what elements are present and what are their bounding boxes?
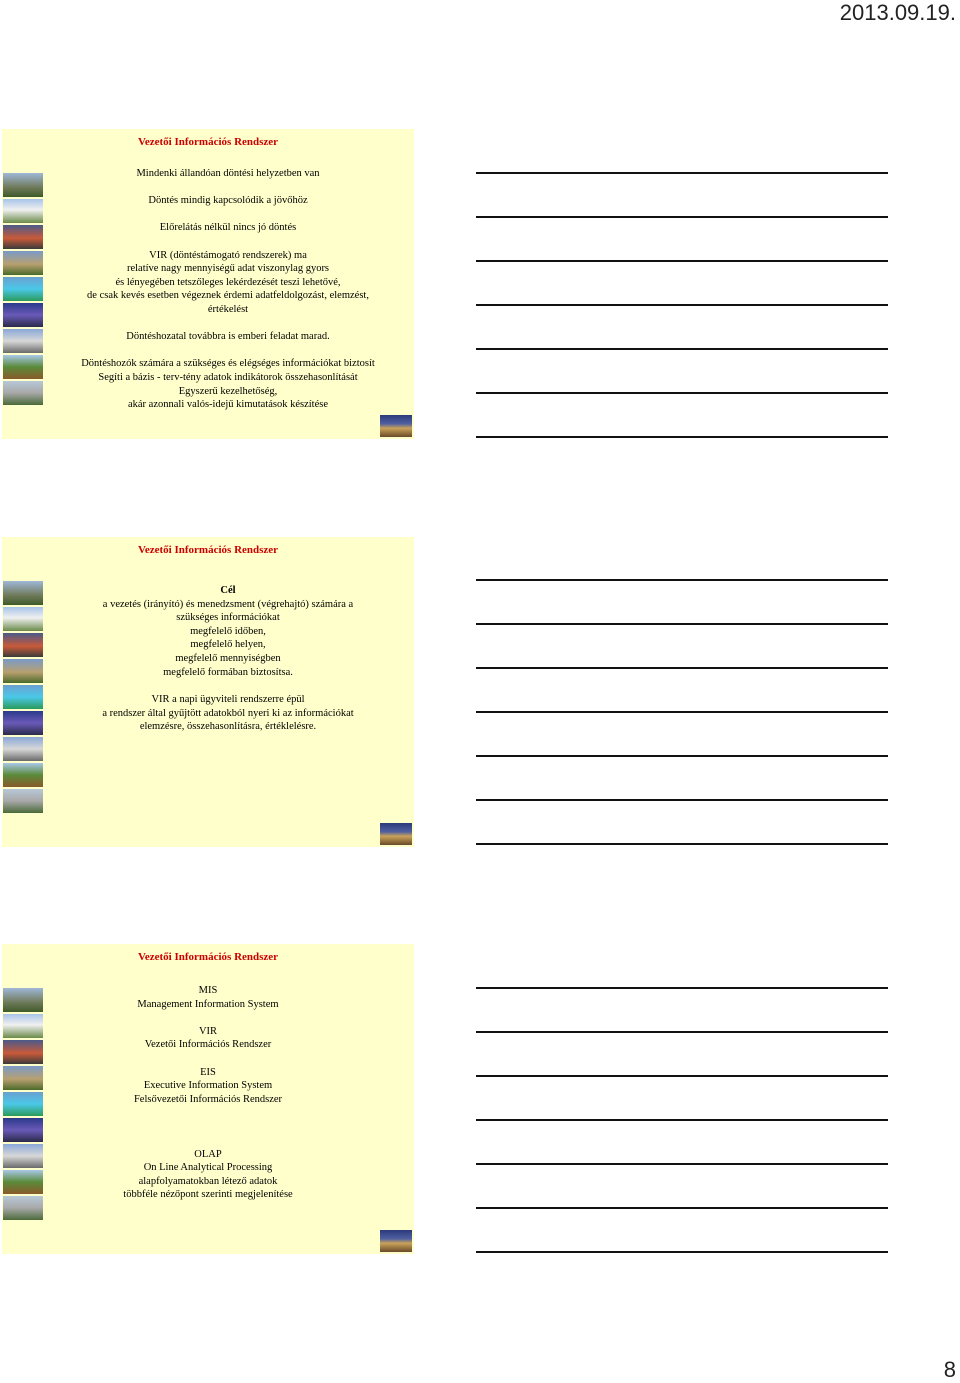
parliament-photo bbox=[380, 1230, 412, 1252]
building-photo bbox=[3, 381, 43, 405]
text-line: a vezetés (irányító) és menedzsment (végrehajtó) számára a bbox=[102, 598, 354, 610]
building-photo bbox=[3, 581, 43, 605]
text-line: Döntés mindig kapcsolódik a jövőhöz bbox=[148, 195, 308, 207]
text-line: szükséges információkat bbox=[176, 612, 280, 624]
text-line: Vezetői Információs Rendszer bbox=[144, 1039, 272, 1051]
note-line bbox=[476, 843, 888, 845]
text-line: On Line Analytical Processing bbox=[143, 1162, 273, 1174]
note-line bbox=[476, 1207, 888, 1209]
note-line bbox=[476, 987, 888, 989]
text-line: Mindenki állandóan döntési helyzetben van bbox=[136, 168, 320, 179]
text-line: akár azonnali valós-idejű kimutatások készítése bbox=[127, 399, 328, 411]
note-line bbox=[476, 1251, 888, 1253]
note-line bbox=[476, 755, 888, 757]
slide-body bbox=[46, 167, 410, 425]
slide-1 bbox=[2, 129, 414, 439]
text-line: VIR a napi ügyviteli rendszerre épül bbox=[151, 694, 305, 706]
building-photo bbox=[3, 225, 43, 249]
text-line: Döntéshozók számára a szükséges és elégséges információkat biztosít bbox=[81, 358, 375, 370]
slide-title: Vezetői Információs Rendszer bbox=[137, 136, 279, 148]
text-line: MIS bbox=[198, 985, 218, 996]
text-line: Cél bbox=[220, 585, 236, 596]
note-line bbox=[476, 392, 888, 394]
slide-title: Vezetői Információs Rendszer bbox=[137, 951, 279, 963]
text-line: és lényegében tetszőleges lekérdezését teszi lehetővé, bbox=[115, 276, 341, 288]
text-line: VIR bbox=[198, 1025, 218, 1037]
parliament-photo bbox=[380, 823, 412, 845]
text-line: Segíti a bázis - terv-tény adatok indikátorok összehasonlítását bbox=[98, 371, 358, 383]
building-photo bbox=[3, 659, 43, 683]
building-photo bbox=[3, 633, 43, 657]
photo-strip bbox=[3, 173, 43, 407]
text-line: EIS bbox=[200, 1066, 216, 1078]
note-line bbox=[476, 799, 888, 801]
slide-3 bbox=[2, 944, 414, 1254]
park-photo bbox=[3, 763, 43, 787]
text-line: de csak kevés esetben végeznek érdemi adatfeldolgozást, elemzést, bbox=[87, 290, 369, 302]
text-line: VIR (döntéstámogató rendszerek) ma bbox=[149, 249, 307, 261]
text-line: Executive Information System bbox=[143, 1080, 273, 1092]
note-line bbox=[476, 436, 888, 438]
building-photo bbox=[3, 251, 43, 275]
building-photo bbox=[3, 303, 43, 327]
text-line: relatíve nagy mennyiségű adat viszonylag gyors bbox=[126, 263, 330, 275]
pool-photo bbox=[3, 277, 43, 301]
note-line bbox=[476, 711, 888, 713]
building-photo bbox=[3, 173, 43, 197]
text-line: a rendszer által gyűjtött adatokból nyeri ki az információkat bbox=[102, 707, 354, 719]
note-line bbox=[476, 1075, 888, 1077]
building-photo bbox=[3, 199, 43, 223]
text-line: OLAP bbox=[194, 1148, 222, 1160]
text-line: megfelelő időben, bbox=[190, 625, 266, 637]
note-line bbox=[476, 579, 888, 581]
note-line bbox=[476, 667, 888, 669]
print-date: 2013.09.19. bbox=[839, 0, 956, 25]
page-number: 8 bbox=[943, 1357, 956, 1382]
text-line: megfelelő formában biztosítsa. bbox=[163, 666, 293, 678]
text-line: Felsővezetői Információs Rendszer bbox=[133, 1093, 283, 1105]
text-line: Management Information System bbox=[137, 998, 279, 1010]
text-line: elemzésre, összehasonlításra, értéklelésre. bbox=[139, 721, 317, 733]
building-photo bbox=[3, 607, 43, 631]
text-line: Előrelátás nélkül nincs jó döntés bbox=[159, 222, 297, 234]
building-photo bbox=[3, 737, 43, 761]
text-line: értékelést bbox=[207, 303, 249, 315]
parliament-photo bbox=[380, 415, 412, 437]
note-line bbox=[476, 623, 888, 625]
note-line bbox=[476, 304, 888, 306]
text-line: megfelelő mennyiségben bbox=[175, 652, 281, 664]
text-line: többféle nézőpont szerinti megjelenítése bbox=[123, 1189, 293, 1201]
note-line bbox=[476, 348, 888, 350]
slide-body bbox=[2, 984, 414, 1216]
note-line bbox=[476, 1119, 888, 1121]
slide-title: Vezetői Információs Rendszer bbox=[137, 544, 279, 556]
building-photo bbox=[3, 711, 43, 735]
park-photo bbox=[3, 355, 43, 379]
note-line bbox=[476, 260, 888, 262]
text-line: alapfolyamatokban létező adatok bbox=[138, 1175, 278, 1187]
slide-body bbox=[46, 584, 410, 748]
building-photo bbox=[3, 329, 43, 353]
building-photo bbox=[3, 789, 43, 813]
pool-photo bbox=[3, 685, 43, 709]
text-line: Döntéshozatal továbbra is emberi feladat marad. bbox=[126, 331, 330, 343]
photo-strip bbox=[3, 581, 43, 815]
note-line bbox=[476, 216, 888, 218]
note-line bbox=[476, 1031, 888, 1033]
note-line bbox=[476, 172, 888, 174]
note-line bbox=[476, 1163, 888, 1165]
text-line: Egyszerű kezelhetőség, bbox=[178, 385, 278, 397]
slide-2 bbox=[2, 537, 414, 847]
text-line: megfelelő helyen, bbox=[190, 639, 266, 651]
